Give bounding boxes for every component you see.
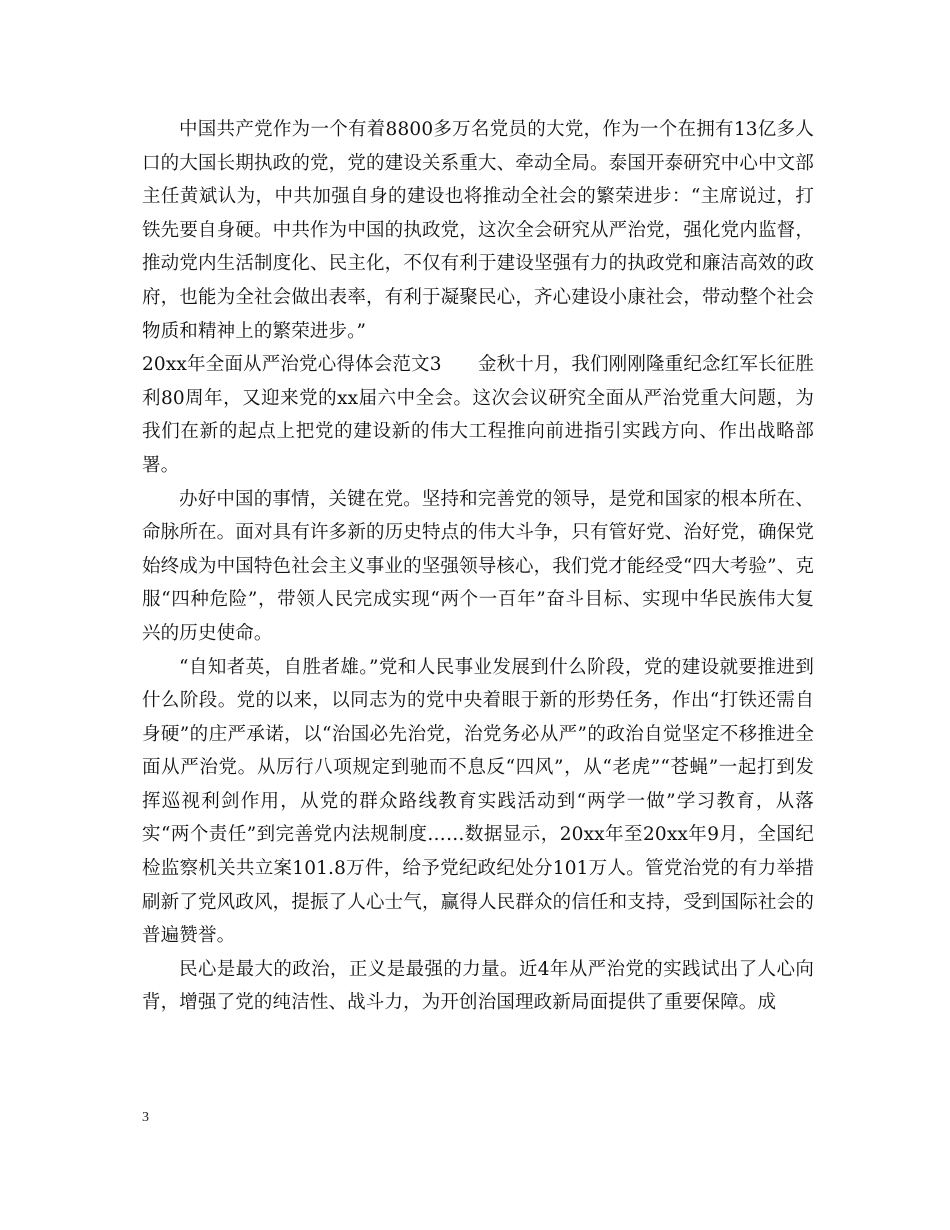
paragraph-2-text: 金秋十月，我们刚刚隆重纪念红军长征胜利80周年，又迎来党的xx届六中全会。这次会议研究全面从严治党重大问题，为我们在新的起点上把党的建设新的伟大工程推向前进指引实践方向、作出战略部署。 xyxy=(142,354,815,476)
section-heading: 20xx年全面从严治党心得体会范文3 xyxy=(142,354,442,376)
paragraph-3: 办好中国的事情，关键在党。坚持和完善党的领导，是党和国家的根本所在、命脉所在。面对具有许多新的历史特点的伟大斗争，只有管好党、治好党，确保党始终成为中国特色社会主义事业的坚强领导核心，我们党才能经受“四大考验”、克服“四种危险”，带领人民完成实现“两个一百年”奋斗目标、实现中华民族伟大复兴的历史使命。 xyxy=(142,488,814,644)
heading-spacer xyxy=(442,354,478,375)
paragraph-2 xyxy=(142,348,814,482)
paragraph-4: “自知者英，自胜者雄。”党和人民事业发展到什么阶段，党的建设就要推进到什么阶段。党的以来，以同志为的党中央着眼于新的形势任务，作出“打铁还需自身硬”的庄严承诺，以“治国必先治党，治党务必从严”的政治自觉坚定不移推进全面从严治党。从厉行八项规定到驰而不息反“四风”，从“老虎”“苍蝇”一起打到发挥巡视利剑作用，从党的群众路线教育实践活动到“两学一做”学习教育，从落实“两个责任”到完善党内法规制度……数据显示，20xx年至20xx年9月，全国纪检监察机关共立案101.8万件，给予党纪政纪处分101万人。管党治党的有力举措刷新了党风政风，提振了人心士气，赢得人民群众的信任和支持，受到国际社会的普遍赞誉。 xyxy=(142,656,814,947)
page-number: 3 xyxy=(142,1110,149,1125)
paragraph-1: 中国共产党作为一个有着8800多万名党员的大党，作为一个在拥有13亿多人口的大国长期执政的党，党的建设关系重大、牵动全局。泰国开泰研究中心中文部主任黄斌认为，中共加强自身的建设也将推动全社会的繁荣进步：“主席说过，打铁先要自身硬。中共作为中国的执政党，这次全会研究从严治党，强化党内监督，推动党内生活制度化、民主化，不仅有利于建设坚强有力的执政党和廉洁高效的政府，也能为全社会做出表率，有利于凝聚民心，齐心建设小康社会，带动整个社会物质和精神上的繁荣进步。” xyxy=(142,119,814,342)
paragraph-5: 民心是最大的政治，正义是最强的力量。近4年从严治党的实践试出了人心向背，增强了党的纯洁性、战斗力，为开创治国理政新局面提供了重要保障。成 xyxy=(142,958,814,1014)
document-body xyxy=(142,113,814,1020)
